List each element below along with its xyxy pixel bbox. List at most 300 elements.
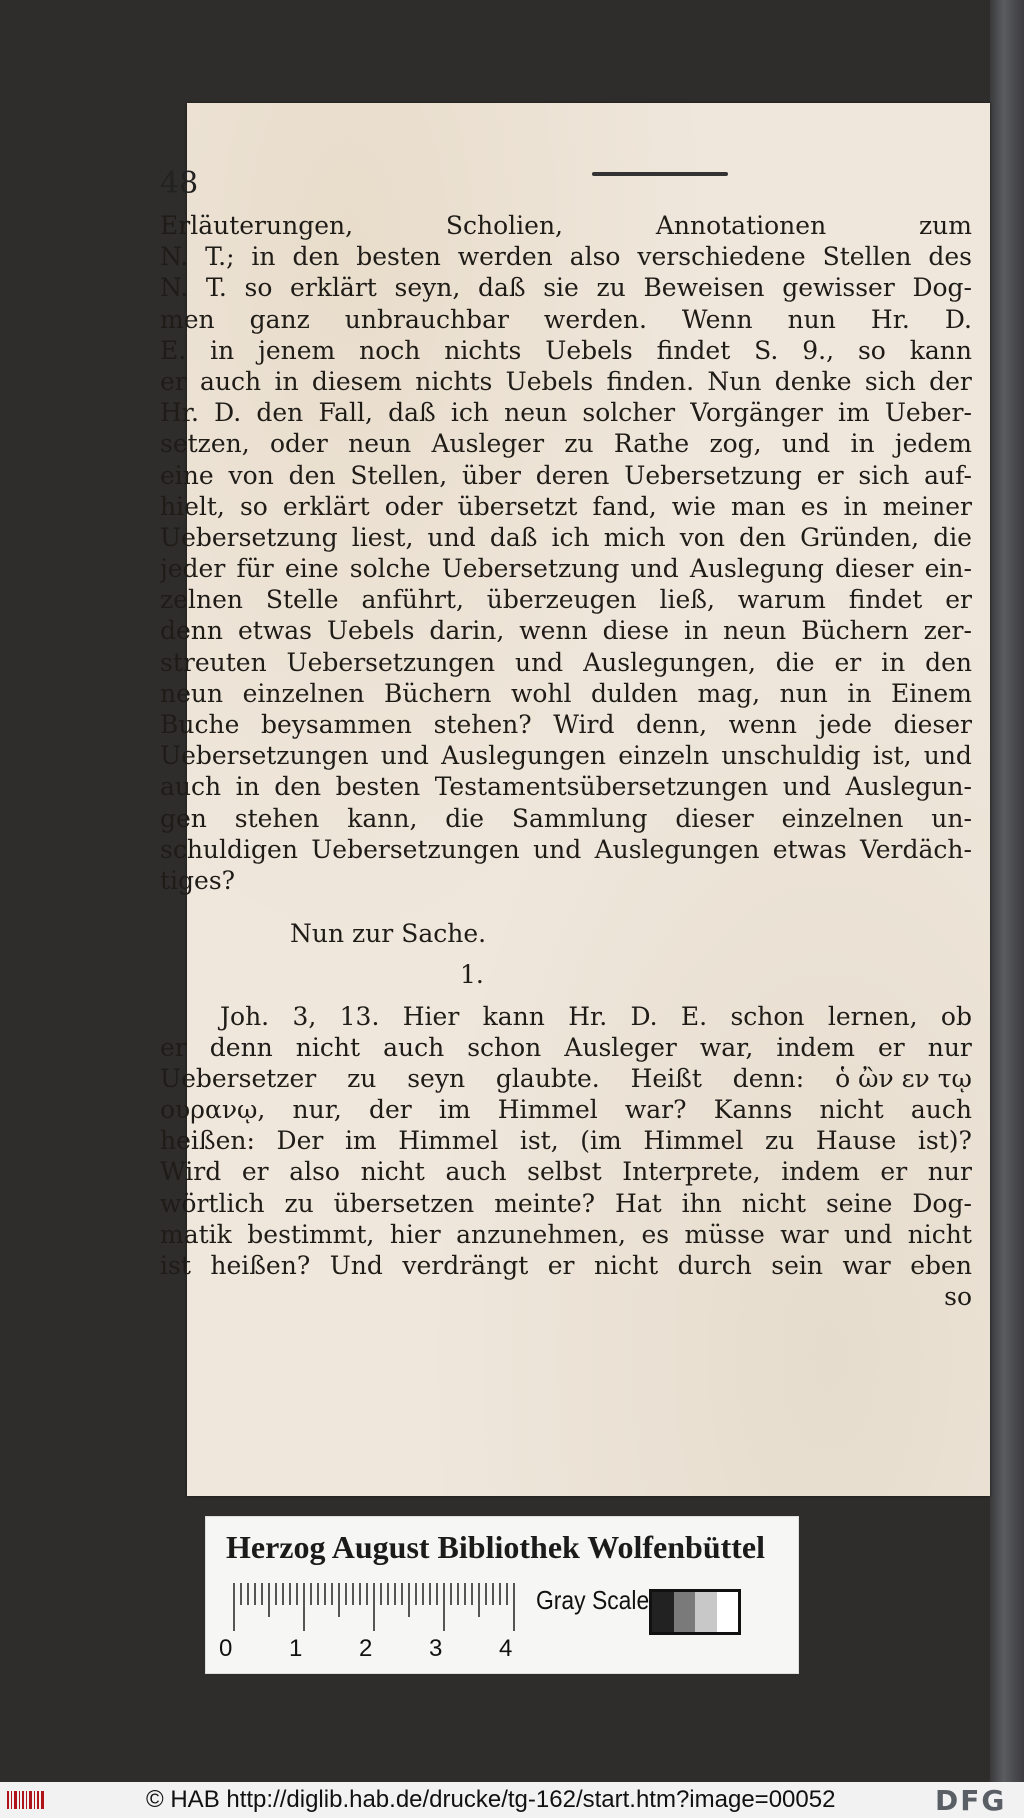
ruler-number: 4 — [499, 1635, 513, 1662]
text-line — [160, 1094, 972, 1125]
word: zu — [564, 429, 594, 459]
word: liest, — [351, 522, 414, 552]
word: denn, — [636, 710, 708, 739]
paragraph-1 — [160, 210, 972, 896]
word: anführt, — [361, 585, 464, 615]
word: und — [427, 522, 476, 552]
text-line — [160, 1032, 972, 1063]
word: Uebersetzer — [160, 1063, 317, 1093]
word: solche — [349, 554, 431, 584]
word: Hat — [614, 1188, 662, 1218]
word: man — [731, 491, 786, 521]
word: Wird — [160, 1157, 222, 1187]
text-line — [160, 553, 972, 584]
word: meiner — [882, 491, 972, 521]
word: streuten — [160, 647, 267, 677]
paragraph-2 — [160, 1001, 972, 1282]
text-line — [160, 865, 972, 896]
word: war? — [624, 1095, 687, 1125]
word: seine — [825, 1188, 893, 1218]
word: bestimmt, — [247, 1219, 375, 1249]
word: Sammlung — [511, 803, 648, 833]
word: eine — [284, 554, 339, 584]
word: auch — [200, 366, 262, 396]
gray-swatch — [717, 1592, 739, 1632]
header-rule — [592, 172, 728, 176]
word: ich — [551, 522, 590, 552]
word: Uebersetzungen — [286, 647, 496, 677]
text-line — [160, 1188, 972, 1219]
word: meinte? — [494, 1188, 596, 1218]
word: Fall, — [318, 398, 373, 428]
word: Uebersetzung — [441, 554, 620, 584]
word: nicht — [295, 1032, 361, 1062]
text-line — [160, 1125, 972, 1156]
word: heißen: — [160, 1126, 255, 1156]
gray-scale-swatches — [649, 1589, 741, 1635]
word: anzunehmen, — [456, 1219, 626, 1249]
section-numeral: 1. — [460, 960, 484, 990]
word: Wird — [553, 710, 615, 739]
word: Auslegun- — [845, 772, 972, 802]
text-line — [160, 709, 972, 740]
word: schuldigen — [160, 834, 298, 864]
word: den — [274, 772, 322, 802]
word: müsse — [684, 1219, 765, 1249]
word: ist, — [872, 741, 912, 771]
word: Uebersetzungen — [160, 741, 369, 771]
word: diesem — [311, 366, 402, 396]
word: kann — [482, 1001, 545, 1031]
word: im — [438, 1095, 471, 1125]
word: er — [160, 1032, 187, 1062]
word: ὁ ὢν εν τῳ — [835, 1063, 972, 1093]
ruler-number: 1 — [289, 1635, 303, 1662]
word: zu — [764, 1126, 795, 1156]
word: besten — [356, 242, 441, 272]
word: mag, — [697, 678, 761, 708]
word: also — [289, 1157, 340, 1187]
word: hielt, — [160, 491, 225, 521]
word: so — [239, 491, 268, 521]
word: jenem — [258, 335, 336, 365]
word: Uebels — [326, 616, 415, 646]
word: war, — [699, 1032, 754, 1062]
word: den — [925, 647, 972, 677]
word: Uebersetzung — [160, 522, 338, 552]
word: ist — [160, 1251, 191, 1280]
text-line — [160, 241, 972, 272]
word: Ueber- — [884, 398, 972, 428]
word: Hier — [402, 1001, 460, 1031]
word: die — [775, 647, 815, 677]
word: wie — [671, 491, 716, 521]
word: Vorgänger — [690, 398, 823, 428]
footer-copyright-url[interactable]: © HAB http://diglib.hab.de/drucke/tg-162/start.htm?image=00052 — [146, 1786, 836, 1813]
word: nun — [779, 678, 828, 708]
word: nun — [787, 304, 836, 334]
text-line — [160, 428, 972, 459]
word: Annotationen — [655, 211, 827, 240]
library-name: Herzog August Bibliothek Wolfenbüttel — [226, 1529, 766, 1565]
word: indem — [781, 1157, 860, 1187]
word: in — [235, 772, 260, 802]
word: Stelle — [265, 585, 339, 615]
word: findet — [656, 335, 731, 365]
text-line — [160, 366, 972, 397]
word: zu — [347, 1063, 377, 1093]
word: seyn — [407, 1063, 466, 1093]
word: nicht — [819, 1095, 884, 1125]
word: daß — [477, 273, 526, 303]
word: etwas — [237, 616, 312, 646]
word: D. — [630, 1001, 658, 1031]
word: Heißt — [630, 1063, 702, 1093]
word: Beweisen — [643, 273, 765, 303]
text-line — [160, 397, 972, 428]
word: die — [445, 803, 485, 833]
barcode-logo-icon — [6, 1789, 46, 1811]
word: N. — [160, 242, 189, 272]
text-line — [160, 522, 972, 553]
word: Einem — [891, 678, 972, 708]
page-text — [160, 210, 972, 1312]
word: unschuldig — [721, 741, 861, 771]
word: beysammen — [260, 710, 412, 739]
word: er — [160, 366, 187, 396]
word: E. — [680, 1001, 708, 1031]
word: in — [881, 647, 906, 677]
word: D. — [214, 398, 242, 428]
word: war — [780, 1219, 829, 1249]
text-line — [160, 491, 972, 522]
word: für — [236, 554, 274, 584]
word: er — [880, 1157, 908, 1187]
word: werden — [457, 242, 553, 272]
word: 13. — [339, 1001, 380, 1031]
word: mich — [603, 522, 666, 552]
word: eine — [160, 460, 214, 490]
word: besten — [335, 772, 421, 802]
word: verdrängt — [402, 1251, 529, 1280]
word: Stellen — [822, 242, 912, 272]
word: so — [857, 335, 886, 365]
word: ob — [940, 1001, 972, 1031]
word: dieser — [835, 554, 914, 584]
word: war — [842, 1251, 891, 1280]
word: diese — [602, 616, 670, 646]
word: nicht — [593, 1251, 659, 1280]
word: und — [923, 741, 972, 771]
word: stehen? — [433, 710, 532, 739]
measurement-ruler — [224, 1583, 524, 1633]
word: Auslegungen — [594, 834, 760, 864]
word: findet — [848, 585, 923, 615]
ruler-numbers — [219, 1635, 539, 1665]
word: nichts — [444, 335, 522, 365]
word: gewisser — [782, 273, 895, 303]
word: Testamentsübersetzungen — [434, 772, 769, 802]
word: denn: — [732, 1063, 805, 1093]
text-line — [160, 210, 972, 241]
word: ließ, — [659, 585, 715, 615]
word: men — [160, 304, 215, 334]
word: und — [782, 772, 832, 802]
word: Stellen, — [350, 460, 448, 490]
word: auch — [910, 1095, 972, 1125]
text-line — [160, 803, 972, 834]
word: Dog- — [912, 1188, 972, 1218]
word: ihn — [681, 1188, 722, 1218]
word: einzeln — [618, 741, 710, 771]
word: kann, — [347, 803, 418, 833]
word: nicht — [360, 1157, 425, 1187]
word: sich — [864, 366, 916, 396]
word: der — [929, 366, 972, 396]
word: wenn — [728, 710, 798, 739]
word: er — [547, 1251, 575, 1280]
word: T. — [205, 273, 227, 303]
word: auch — [160, 772, 222, 802]
word: oder — [269, 429, 328, 459]
word: ουρανῳ, — [160, 1095, 266, 1125]
word: und — [844, 1219, 893, 1249]
word: über — [462, 460, 521, 490]
word: in — [847, 678, 872, 708]
word: N. — [160, 273, 189, 303]
word: Uebersetzungen — [311, 834, 520, 864]
word: denke — [774, 366, 852, 396]
word: zer- — [923, 616, 972, 646]
gray-scale-label: Gray Scale — [536, 1585, 650, 1615]
word: von — [228, 460, 274, 490]
text-line — [160, 1063, 972, 1094]
word: Uebels — [505, 366, 594, 396]
word: ist)? — [917, 1126, 972, 1156]
word: werden. — [543, 304, 647, 334]
page-number: 48 — [160, 166, 199, 201]
word: wenn — [519, 616, 588, 646]
word: und — [630, 554, 679, 584]
word: nur — [927, 1032, 972, 1062]
word: neun — [504, 398, 568, 428]
word: neun — [723, 616, 787, 646]
word: übersetzen — [333, 1188, 475, 1218]
word: Hause — [815, 1126, 897, 1156]
word: un- — [931, 803, 972, 833]
word: sich — [858, 460, 910, 490]
word: sie — [543, 273, 579, 303]
word: dulden — [591, 678, 678, 708]
word: überzeugen — [486, 585, 637, 615]
word: in — [251, 242, 276, 272]
word: daß — [489, 522, 538, 552]
word: es — [800, 491, 829, 521]
word: Himmel — [398, 1126, 499, 1156]
word: darin, — [429, 616, 505, 646]
word: matik — [160, 1219, 232, 1249]
word: fand, — [592, 491, 657, 521]
word: nicht — [741, 1188, 807, 1218]
word: in — [210, 335, 235, 365]
word: 9., — [802, 335, 835, 365]
word: gen — [160, 803, 207, 833]
word: S. — [754, 335, 779, 365]
ruler-number: 2 — [359, 1635, 373, 1662]
word: selbst — [527, 1157, 602, 1187]
word: zum — [919, 211, 972, 240]
gray-swatch — [674, 1592, 696, 1632]
word: er — [945, 585, 972, 615]
word: Buche — [160, 710, 240, 739]
word: der — [369, 1095, 412, 1125]
text-line — [160, 335, 972, 366]
text-line — [160, 304, 972, 335]
word: Büchern — [384, 678, 492, 708]
gray-swatch — [695, 1592, 717, 1632]
word: Kanns — [713, 1095, 793, 1125]
word: (im — [580, 1126, 622, 1156]
word: in — [274, 366, 299, 396]
word: Erläuterungen, — [160, 211, 354, 240]
word: indem — [776, 1032, 855, 1062]
word: schon — [730, 1001, 805, 1031]
text-line — [160, 272, 972, 303]
word: im — [344, 1126, 377, 1156]
word: auch — [383, 1032, 445, 1062]
word: in — [684, 616, 709, 646]
word: Der — [276, 1126, 324, 1156]
word: den — [292, 242, 340, 272]
word: jede — [818, 710, 873, 739]
ruler-number: 3 — [429, 1635, 443, 1662]
word: seyn, — [394, 273, 461, 303]
text-line — [160, 647, 972, 678]
word: unbrauchbar — [344, 304, 509, 334]
word: nicht — [907, 1219, 972, 1249]
word: eben — [910, 1251, 972, 1280]
word: ein- — [924, 554, 972, 584]
word: nur — [927, 1157, 972, 1187]
word: Hr. — [160, 398, 199, 428]
word: kann — [909, 335, 972, 365]
word: warum — [737, 585, 826, 615]
word: nichts — [415, 366, 493, 396]
word: jedem — [894, 429, 972, 459]
word: und — [514, 647, 564, 677]
page-edge-strip — [990, 0, 1024, 1782]
word: lernen, — [827, 1001, 918, 1031]
word: im — [837, 398, 870, 428]
word: Interprete, — [622, 1157, 761, 1187]
word: Ausleger — [431, 429, 545, 459]
word: neun — [160, 678, 224, 708]
word: übersetzt — [457, 491, 578, 521]
word: noch — [359, 335, 421, 365]
section-heading: Nun zur Sache. — [290, 919, 487, 949]
word: also — [569, 242, 621, 272]
text-line — [160, 1219, 972, 1250]
library-banner — [205, 1516, 799, 1674]
word: des — [928, 242, 972, 272]
word: dieser — [675, 803, 754, 833]
word: Gründen, — [800, 522, 920, 552]
word: Hr. — [568, 1001, 608, 1031]
word: denn — [209, 1032, 273, 1062]
word: heißen? — [210, 1251, 311, 1280]
text-line — [160, 615, 972, 646]
word: ich — [450, 398, 489, 428]
word: Hr. — [870, 304, 910, 334]
word: einzelnen — [242, 678, 365, 708]
word: finden. — [606, 366, 695, 396]
text-line — [160, 834, 972, 865]
word: Büchern — [801, 616, 909, 646]
word: D. — [944, 304, 972, 334]
word: nur, — [292, 1095, 342, 1125]
text-line — [160, 1156, 972, 1187]
word: den — [739, 522, 786, 552]
word: er — [816, 460, 844, 490]
word: und — [380, 741, 429, 771]
word: Scholien, — [445, 211, 563, 240]
word: wörtlich — [160, 1188, 265, 1218]
word: solcher — [582, 398, 676, 428]
word: in — [850, 429, 875, 459]
word: in — [843, 491, 868, 521]
word: E. — [160, 335, 187, 365]
word: einzelnen — [781, 803, 904, 833]
word: Uebersetzung — [624, 460, 802, 490]
word: etwas — [772, 834, 847, 864]
word: Wenn — [681, 304, 753, 334]
catchword: so — [944, 1282, 972, 1312]
word: auf- — [924, 460, 972, 490]
word: deren — [535, 460, 610, 490]
word: Himmel — [643, 1126, 744, 1156]
text-line — [160, 1001, 972, 1032]
word: ganz — [249, 304, 310, 334]
word: durch — [677, 1251, 752, 1280]
word: denn — [160, 616, 224, 646]
word: sein — [771, 1251, 824, 1280]
text-line — [160, 460, 972, 491]
word: den — [256, 398, 304, 428]
word: er — [877, 1032, 905, 1062]
word: die — [933, 522, 972, 552]
word: jeder — [160, 554, 226, 584]
word: auch — [445, 1157, 507, 1187]
word: Verdäch- — [860, 834, 972, 864]
word: zu — [284, 1188, 314, 1218]
ruler-number: 0 — [219, 1635, 233, 1662]
word: Uebels — [545, 335, 633, 365]
gray-swatch — [652, 1592, 674, 1632]
word: den — [288, 460, 336, 490]
word: verschiedene — [637, 242, 806, 272]
word: T.; — [205, 242, 235, 272]
word: so — [244, 273, 273, 303]
word: erklärt — [282, 491, 370, 521]
word: wohl — [510, 678, 572, 708]
text-line — [160, 771, 972, 802]
word: Auslegungen — [441, 741, 607, 771]
word: von — [679, 522, 725, 552]
word: und — [781, 429, 831, 459]
text-line — [160, 1250, 972, 1281]
word: Rathe — [613, 429, 690, 459]
text-line — [160, 584, 972, 615]
